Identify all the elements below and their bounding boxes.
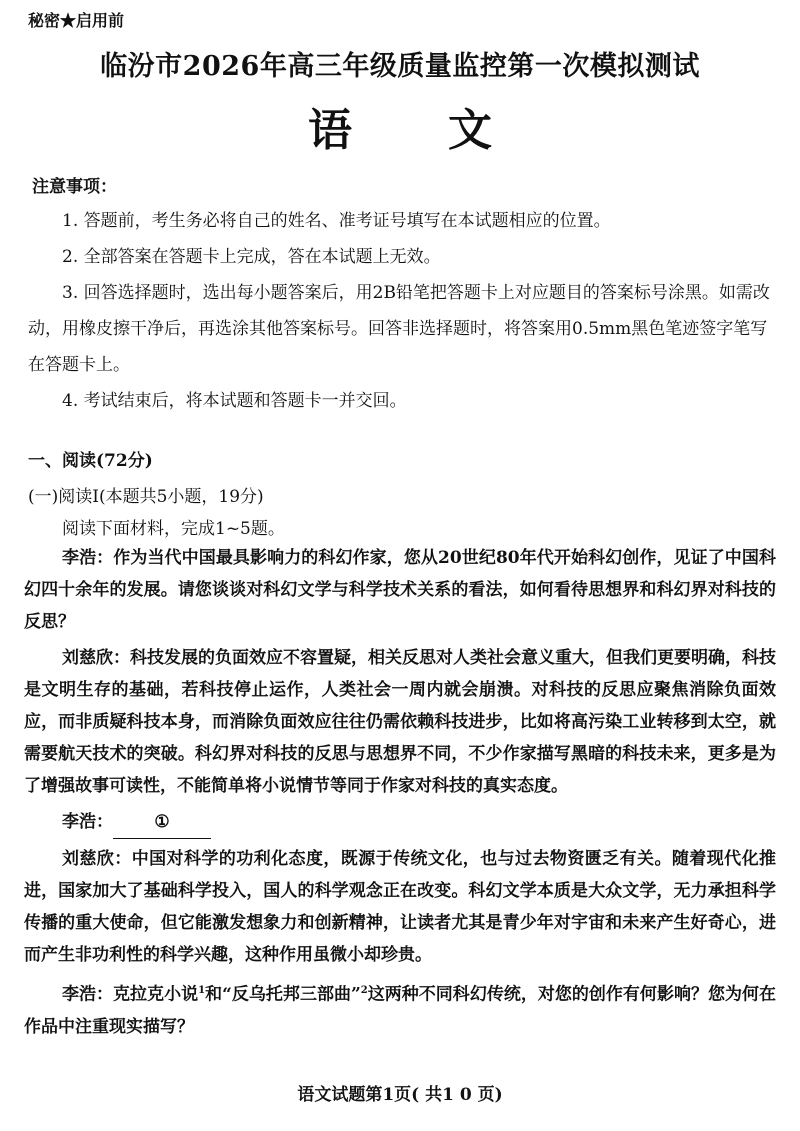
- dialogue-paragraph: [24, 975, 776, 1043]
- notice-item: 3. 回答选择题时，选出每小题答案后，用2B铅笔把答题卡上对应题目的答案标号涂黑。如需改动，用橡皮擦干净后，再选涂其他答案标号。回答非选择题时，将答案用0.5mm黑色笔迹签字笔写在答题卡上。: [28, 283, 770, 375]
- notice-item: 4. 考试结束后，将本试题和答题卡一并交回。: [62, 391, 407, 411]
- question-text: 和“反乌托邦三部曲”: [205, 984, 361, 1005]
- subject-title: 语文: [308, 105, 588, 156]
- footnote-ref: 2: [360, 985, 368, 996]
- section-subtitle: (一)阅读Ⅰ(本题共5小题，19分): [28, 487, 264, 507]
- section-intro: 阅读下面材料，完成1~5题。: [62, 519, 285, 539]
- secret-label: 秘密★启用前: [28, 11, 125, 30]
- question-text: 这两种不同科幻传统，对您的创作有何影响？您为何在作品中注重现实描写？: [24, 984, 777, 1037]
- dialogue-paragraph: 刘慈欣：科技发展的负面效应不容置疑，相关反思对人类社会意义重大，但我们更要明确，科技是文明生存的基础，若科技停止运作，人类社会一周内就会崩溃。对科技的反思应聚焦消除负面效应，而非质疑科技本身，而消除负面效应往往仍需依赖科技进步，比如将高污染工业转移到太空，就需要航天技术的突破。科幻界对科技的反思与思想界不同，不少作家描写黑暗的科技未来，更多是为了增强故事可读性，不能简单将小说情节等同于作家对科技的真实态度。: [24, 648, 776, 796]
- dialogue-paragraph: [24, 806, 776, 839]
- footnote-ref: 1: [198, 985, 206, 996]
- section-title: 一、阅读(72分): [28, 451, 153, 471]
- question-text: 李浩：克拉克小说: [62, 984, 199, 1005]
- notice-item: 1. 答题前，考生务必将自己的姓名、准考证号填写在本试题相应的位置。: [62, 211, 611, 231]
- reading-passage: [24, 542, 776, 1043]
- notice-item: 2. 全部答案在答题卡上完成，答在本试题上无效。: [62, 247, 441, 267]
- notice-list: [28, 203, 776, 419]
- answer-blank: ①: [113, 806, 211, 839]
- exam-title: 临汾市2026年高三年级质量监控第一次模拟测试: [100, 51, 700, 82]
- speaker-label: 李浩：: [62, 812, 113, 832]
- page-footer: 语文试题第1页( 共1 0 页): [297, 1085, 503, 1105]
- dialogue-paragraph: 刘慈欣：中国对科学的功利化态度，既源于传统文化，也与过去物资匮乏有关。随着现代化推进，国家加大了基础科学投入，国人的科学观念正在改变。科幻文学本质是大众文学，无力承担科学传播的重大使命，但它能激发想象力和创新精神，让读者尤其是青少年对宇宙和未来产生好奇心，进而产生非功利性的科学兴趣，这种作用虽微小却珍贵。: [24, 849, 776, 965]
- notice-heading: 注意事项：: [32, 177, 117, 197]
- dialogue-paragraph: 李浩：作为当代中国最具影响力的科幻作家，您从20世纪80年代开始科幻创作，见证了中国科幻四十余年的发展。请您谈谈对科幻文学与科学技术关系的看法，如何看待思想界和科幻界对科技的反思？: [24, 548, 776, 632]
